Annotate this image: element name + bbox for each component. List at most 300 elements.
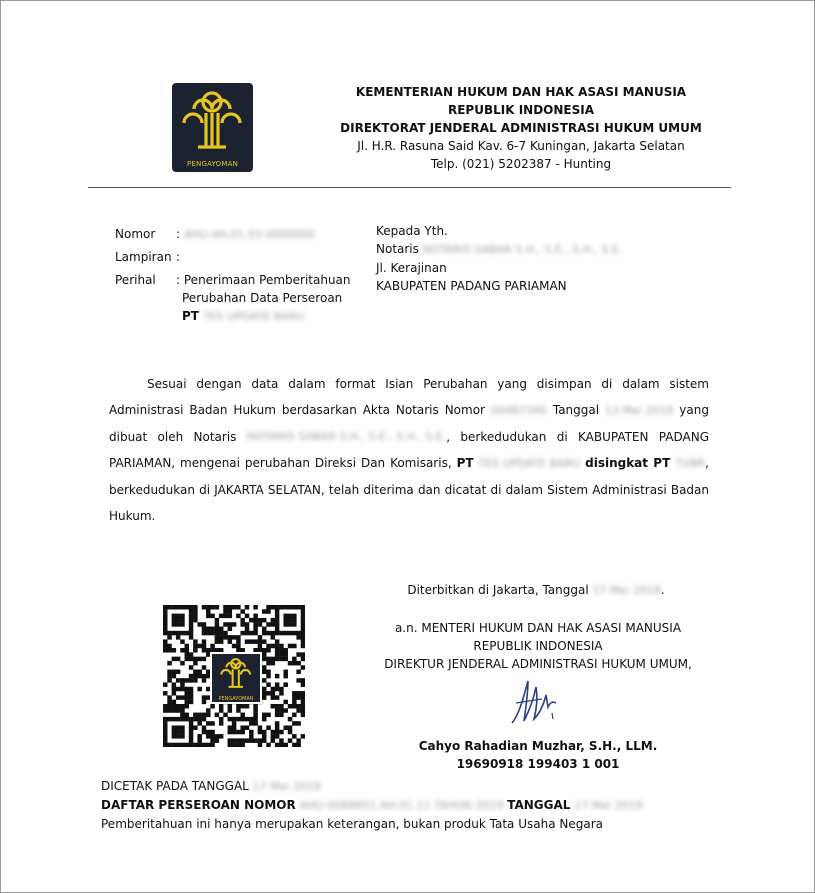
qr-module <box>185 648 190 653</box>
qr-module <box>223 614 228 619</box>
qr-module <box>292 743 297 747</box>
signatory-nip: 19690918 199403 1 001 <box>456 757 620 771</box>
qr-module <box>275 734 280 739</box>
qr-code <box>163 605 305 747</box>
qr-module <box>185 605 190 610</box>
perihal-company <box>182 307 305 326</box>
qr-module <box>249 639 254 644</box>
qr-module <box>189 700 194 705</box>
qr-module <box>301 678 305 683</box>
qr-module <box>185 691 190 696</box>
qr-module <box>253 622 257 627</box>
qr-module <box>245 717 250 722</box>
perihal-value <box>176 271 351 289</box>
qr-module <box>185 644 190 649</box>
qr-module <box>292 605 297 610</box>
qr-module <box>271 730 276 735</box>
qr-module <box>202 648 207 653</box>
qr-module <box>228 708 233 713</box>
qr-module <box>279 743 284 747</box>
tanggal-value: 17 Mei 2019 <box>574 798 643 812</box>
pt-label: PT <box>182 309 199 323</box>
qr-module <box>210 730 215 735</box>
qr-module <box>232 743 237 747</box>
qr-module <box>163 639 168 644</box>
qr-module <box>163 704 168 709</box>
qr-module <box>176 725 181 730</box>
perihal-line1: Penerimaan Pemberitahuan <box>183 273 351 287</box>
qr-module <box>223 622 228 627</box>
qr-module <box>189 635 194 640</box>
qr-module <box>266 644 271 649</box>
qr-module <box>193 717 198 722</box>
qr-module <box>292 661 297 666</box>
qr-module <box>172 674 177 679</box>
qr-module <box>266 661 271 666</box>
qr-module <box>232 717 237 722</box>
qr-module <box>185 700 190 705</box>
qr-module <box>271 622 276 627</box>
qr-module <box>279 691 284 696</box>
qr-module <box>215 631 220 636</box>
qr-module <box>245 725 250 730</box>
qr-module <box>296 670 301 675</box>
qr-module <box>271 631 276 636</box>
qr-module <box>167 674 172 679</box>
qr-module <box>206 614 211 619</box>
qr-module <box>215 639 220 644</box>
qr-module <box>245 639 250 644</box>
qr-module <box>292 614 297 619</box>
qr-module <box>240 743 245 747</box>
qr-module <box>232 721 237 726</box>
qr-module <box>193 661 198 666</box>
body-paragraph <box>109 371 709 529</box>
qr-module <box>172 605 177 610</box>
qr-module <box>193 639 198 644</box>
region: KABUPATEN PADANG PARIAMAN <box>376 278 567 293</box>
qr-module <box>223 635 228 640</box>
qr-module <box>202 717 207 722</box>
qr-module <box>172 700 177 705</box>
qr-module <box>163 743 168 747</box>
qr-module <box>193 713 198 718</box>
qr-module <box>240 730 245 735</box>
qr-module <box>163 734 168 739</box>
qr-module <box>232 635 237 640</box>
qr-module <box>206 609 211 614</box>
qr-module <box>258 743 263 747</box>
qr-module <box>301 691 305 696</box>
qr-module <box>180 717 185 722</box>
qr-module <box>292 691 297 696</box>
qr-module <box>197 734 202 739</box>
qr-module <box>275 622 280 627</box>
qr-module <box>245 704 250 709</box>
qr-module <box>232 730 237 735</box>
qr-module <box>189 678 194 683</box>
qr-module <box>185 652 190 657</box>
qr-module <box>210 721 215 726</box>
qr-module <box>172 670 177 675</box>
qr-module <box>180 682 185 687</box>
body-short-name: TUBR <box>675 456 706 470</box>
qr-module <box>236 730 241 735</box>
qr-module <box>172 734 177 739</box>
qr-module <box>163 605 168 610</box>
qr-module <box>172 687 177 692</box>
qr-module <box>189 738 194 743</box>
ministry-logo <box>172 83 253 172</box>
qr-module <box>202 713 207 718</box>
qr-module <box>271 657 276 662</box>
qr-module <box>266 743 271 747</box>
qr-module <box>163 627 168 632</box>
nomor-label: Nomor <box>115 227 156 241</box>
qr-module <box>219 639 224 644</box>
qr-module <box>167 644 172 649</box>
nomor-value: AHU-AH.01.03-0000000 <box>183 227 315 241</box>
qr-module <box>249 631 254 636</box>
qr-module <box>236 614 241 619</box>
qr-module <box>210 627 215 632</box>
qr-module <box>236 743 241 747</box>
qr-module <box>262 648 267 653</box>
qr-module <box>258 644 263 649</box>
qr-module <box>180 743 185 747</box>
handwritten-signature <box>506 673 566 731</box>
qr-module <box>232 622 237 627</box>
qr-module <box>167 678 172 683</box>
qr-module <box>288 717 293 722</box>
qr-module <box>172 691 177 696</box>
qr-module <box>210 734 215 739</box>
qr-module <box>283 708 288 713</box>
qr-module <box>189 725 194 730</box>
colon: : <box>176 273 181 287</box>
qr-module <box>249 738 254 743</box>
qr-module <box>167 661 172 666</box>
qr-module <box>275 644 280 649</box>
qr-module <box>163 644 168 649</box>
qr-module <box>275 631 280 636</box>
qr-module <box>193 614 198 619</box>
qr-module <box>301 639 305 644</box>
qr-module <box>275 674 280 679</box>
notaris-name: NOTARIS SABAR S.H., S.E., S.H., S.E. <box>422 242 623 256</box>
qr-module <box>210 644 215 649</box>
qr-module <box>271 734 276 739</box>
qr-module <box>180 631 185 636</box>
qr-module <box>228 605 233 610</box>
signatory-title <box>373 619 703 673</box>
qr-module <box>189 665 194 670</box>
qr-center-logo <box>210 652 262 704</box>
issued-date: 17 Mei 2019 <box>592 583 661 597</box>
qr-module <box>292 622 297 627</box>
qr-module <box>163 614 168 619</box>
qr-module <box>172 730 177 735</box>
qr-module <box>275 704 280 709</box>
qr-module <box>301 631 305 636</box>
qr-module <box>189 674 194 679</box>
qr-module <box>189 691 194 696</box>
qr-module <box>167 605 172 610</box>
qr-module <box>180 713 185 718</box>
qr-module <box>262 713 267 718</box>
qr-module <box>279 605 284 610</box>
qr-module <box>180 695 185 700</box>
qr-module <box>283 622 288 627</box>
qr-module <box>301 708 305 713</box>
qr-module <box>202 657 207 662</box>
qr-module <box>193 648 198 653</box>
address: Jl. H.R. Rasuna Said Kav. 6-7 Kuningan, Jakarta Selatan <box>357 139 685 153</box>
qr-module <box>296 704 301 709</box>
qr-module <box>180 725 185 730</box>
qr-module <box>176 670 181 675</box>
qr-module <box>262 730 267 735</box>
country-name: REPUBLIK INDONESIA <box>447 103 594 117</box>
qr-module <box>271 661 276 666</box>
qr-module <box>163 618 168 623</box>
qr-module <box>271 644 276 649</box>
qr-module <box>296 743 301 747</box>
lampiran-label: Lampiran <box>115 250 172 264</box>
qr-module <box>271 635 276 640</box>
qr-module <box>176 717 181 722</box>
qr-module <box>249 721 254 726</box>
qr-module <box>176 657 181 662</box>
qr-module <box>279 713 284 718</box>
qr-module <box>288 622 293 627</box>
qr-module <box>275 614 280 619</box>
qr-module <box>249 734 254 739</box>
pt-name: TES UPDATE BARU <box>202 309 305 323</box>
qr-module <box>219 717 224 722</box>
qr-module <box>288 644 293 649</box>
qr-module <box>206 743 211 747</box>
qr-module <box>245 605 250 610</box>
qr-module <box>249 618 254 623</box>
qr-module <box>296 661 301 666</box>
issued-prefix: Diterbitkan di Jakarta, Tanggal <box>407 583 589 597</box>
qr-module <box>189 695 194 700</box>
qr-module <box>189 721 194 726</box>
qr-module <box>163 708 168 713</box>
header-divider <box>88 187 731 188</box>
qr-module <box>271 687 276 692</box>
qr-module <box>206 734 211 739</box>
qr-module <box>279 644 284 649</box>
perihal-row <box>115 271 156 289</box>
qr-module <box>163 622 168 627</box>
qr-module <box>240 725 245 730</box>
qr-module <box>279 687 284 692</box>
qr-module <box>180 730 185 735</box>
qr-module <box>219 631 224 636</box>
qr-module <box>210 743 215 747</box>
qr-module <box>185 687 190 692</box>
qr-module <box>275 627 280 632</box>
street: Jl. Kerajinan <box>376 260 447 275</box>
qr-module <box>223 609 228 614</box>
qr-module <box>163 609 168 614</box>
issued-suffix: . <box>660 583 665 597</box>
qr-module <box>296 691 301 696</box>
qr-module <box>180 648 185 653</box>
qr-module <box>219 708 224 713</box>
qr-module <box>301 695 305 700</box>
qr-module <box>206 721 211 726</box>
colon: : <box>176 227 181 241</box>
issued-line <box>386 581 686 600</box>
qr-module <box>288 631 293 636</box>
qr-module <box>185 657 190 662</box>
qr-module <box>301 605 305 610</box>
printed-line <box>101 777 321 796</box>
notaris-line <box>376 240 622 259</box>
qr-module <box>202 644 207 649</box>
qr-module <box>266 657 271 662</box>
qr-module <box>215 635 220 640</box>
notaris-label: Notaris <box>376 242 419 256</box>
qr-module <box>176 743 181 747</box>
qr-module <box>301 713 305 718</box>
qr-module <box>206 730 211 735</box>
qr-module <box>219 734 224 739</box>
qr-module <box>283 682 288 687</box>
qr-module <box>163 738 168 743</box>
qr-module <box>275 652 280 657</box>
qr-module <box>206 627 211 632</box>
qr-module <box>262 691 267 696</box>
qr-module <box>262 609 267 614</box>
qr-module <box>275 695 280 700</box>
qr-module <box>288 618 293 623</box>
qr-module <box>185 631 190 636</box>
qr-module <box>301 665 305 670</box>
qr-module <box>258 738 263 743</box>
qr-module <box>245 614 250 619</box>
qr-module <box>189 618 194 623</box>
qr-module <box>232 738 237 743</box>
qr-module <box>180 622 185 627</box>
qr-module <box>228 627 233 632</box>
qr-module <box>176 708 181 713</box>
qr-module <box>167 743 172 747</box>
qr-module <box>176 618 181 623</box>
qr-module <box>240 717 245 722</box>
qr-module <box>275 725 280 730</box>
on-behalf-line2: REPUBLIK INDONESIA <box>473 639 603 653</box>
qr-module <box>172 614 177 619</box>
body-text-5: , berkedudukan di JAKARTA SELATAN, telah diterima dan dicatat di dalam Sistem Administrasi Badan Hukum. <box>109 456 709 523</box>
qr-module <box>283 700 288 705</box>
signatory-name: Cahyo Rahadian Muzhar, S.H., LLM. <box>418 739 658 753</box>
qr-module <box>215 618 220 623</box>
qr-module <box>301 622 305 627</box>
qr-module <box>193 725 198 730</box>
qr-module <box>176 687 181 692</box>
qr-module <box>180 687 185 692</box>
qr-module <box>189 717 194 722</box>
qr-module <box>249 717 254 722</box>
qr-module <box>172 743 177 747</box>
qr-module <box>197 713 202 718</box>
qr-module <box>266 674 271 679</box>
qr-module <box>253 738 257 743</box>
logo-label: PENGAYOMAN <box>186 160 239 168</box>
qr-module <box>197 657 202 662</box>
qr-module <box>189 627 194 632</box>
qr-module <box>240 618 245 623</box>
qr-module <box>301 635 305 640</box>
qr-module <box>202 639 207 644</box>
kepada: Kepada Yth. <box>376 224 448 238</box>
qr-module <box>206 631 211 636</box>
qr-module <box>172 725 177 730</box>
body-text-4: , berkedudukan di KABUPATEN PADANG PARIAMAN, mengenai perubahan Direksi Dan Komisaris, <box>109 429 710 470</box>
qr-module <box>215 622 220 627</box>
qr-module <box>292 721 297 726</box>
qr-module <box>236 635 241 640</box>
qr-module <box>262 695 267 700</box>
qr-module <box>292 713 297 718</box>
qr-module <box>206 713 211 718</box>
qr-module <box>296 631 301 636</box>
on-behalf-line1: a.n. MENTERI HUKUM DAN HAK ASASI MANUSIA <box>394 621 682 635</box>
qr-module <box>219 704 224 709</box>
qr-module <box>189 605 194 610</box>
qr-module <box>206 708 211 713</box>
qr-module <box>288 704 293 709</box>
qr-module <box>202 730 207 735</box>
qr-module <box>262 687 267 692</box>
pengayoman-tree-icon <box>172 83 253 157</box>
qr-module <box>197 721 202 726</box>
qr-module <box>193 674 198 679</box>
qr-module <box>176 614 181 619</box>
qr-module <box>193 678 198 683</box>
qr-module <box>223 605 228 610</box>
qr-module <box>210 631 215 636</box>
lampiran-colon <box>176 248 180 266</box>
qr-module <box>210 704 215 709</box>
qr-module <box>240 631 245 636</box>
qr-module <box>163 717 168 722</box>
qr-module <box>180 605 185 610</box>
qr-module <box>271 605 276 610</box>
qr-module <box>176 622 181 627</box>
qr-module <box>189 657 194 662</box>
qr-module <box>163 691 168 696</box>
qr-module <box>223 713 228 718</box>
qr-module <box>176 678 181 683</box>
qr-module <box>283 657 288 662</box>
qr-module <box>271 704 276 709</box>
qr-module <box>296 652 301 657</box>
qr-module <box>279 704 284 709</box>
qr-module <box>189 734 194 739</box>
qr-module <box>266 725 271 730</box>
qr-module <box>296 738 301 743</box>
qr-module <box>262 734 267 739</box>
qr-module <box>219 721 224 726</box>
qr-module <box>283 614 288 619</box>
qr-module <box>167 670 172 675</box>
qr-module <box>202 678 207 683</box>
